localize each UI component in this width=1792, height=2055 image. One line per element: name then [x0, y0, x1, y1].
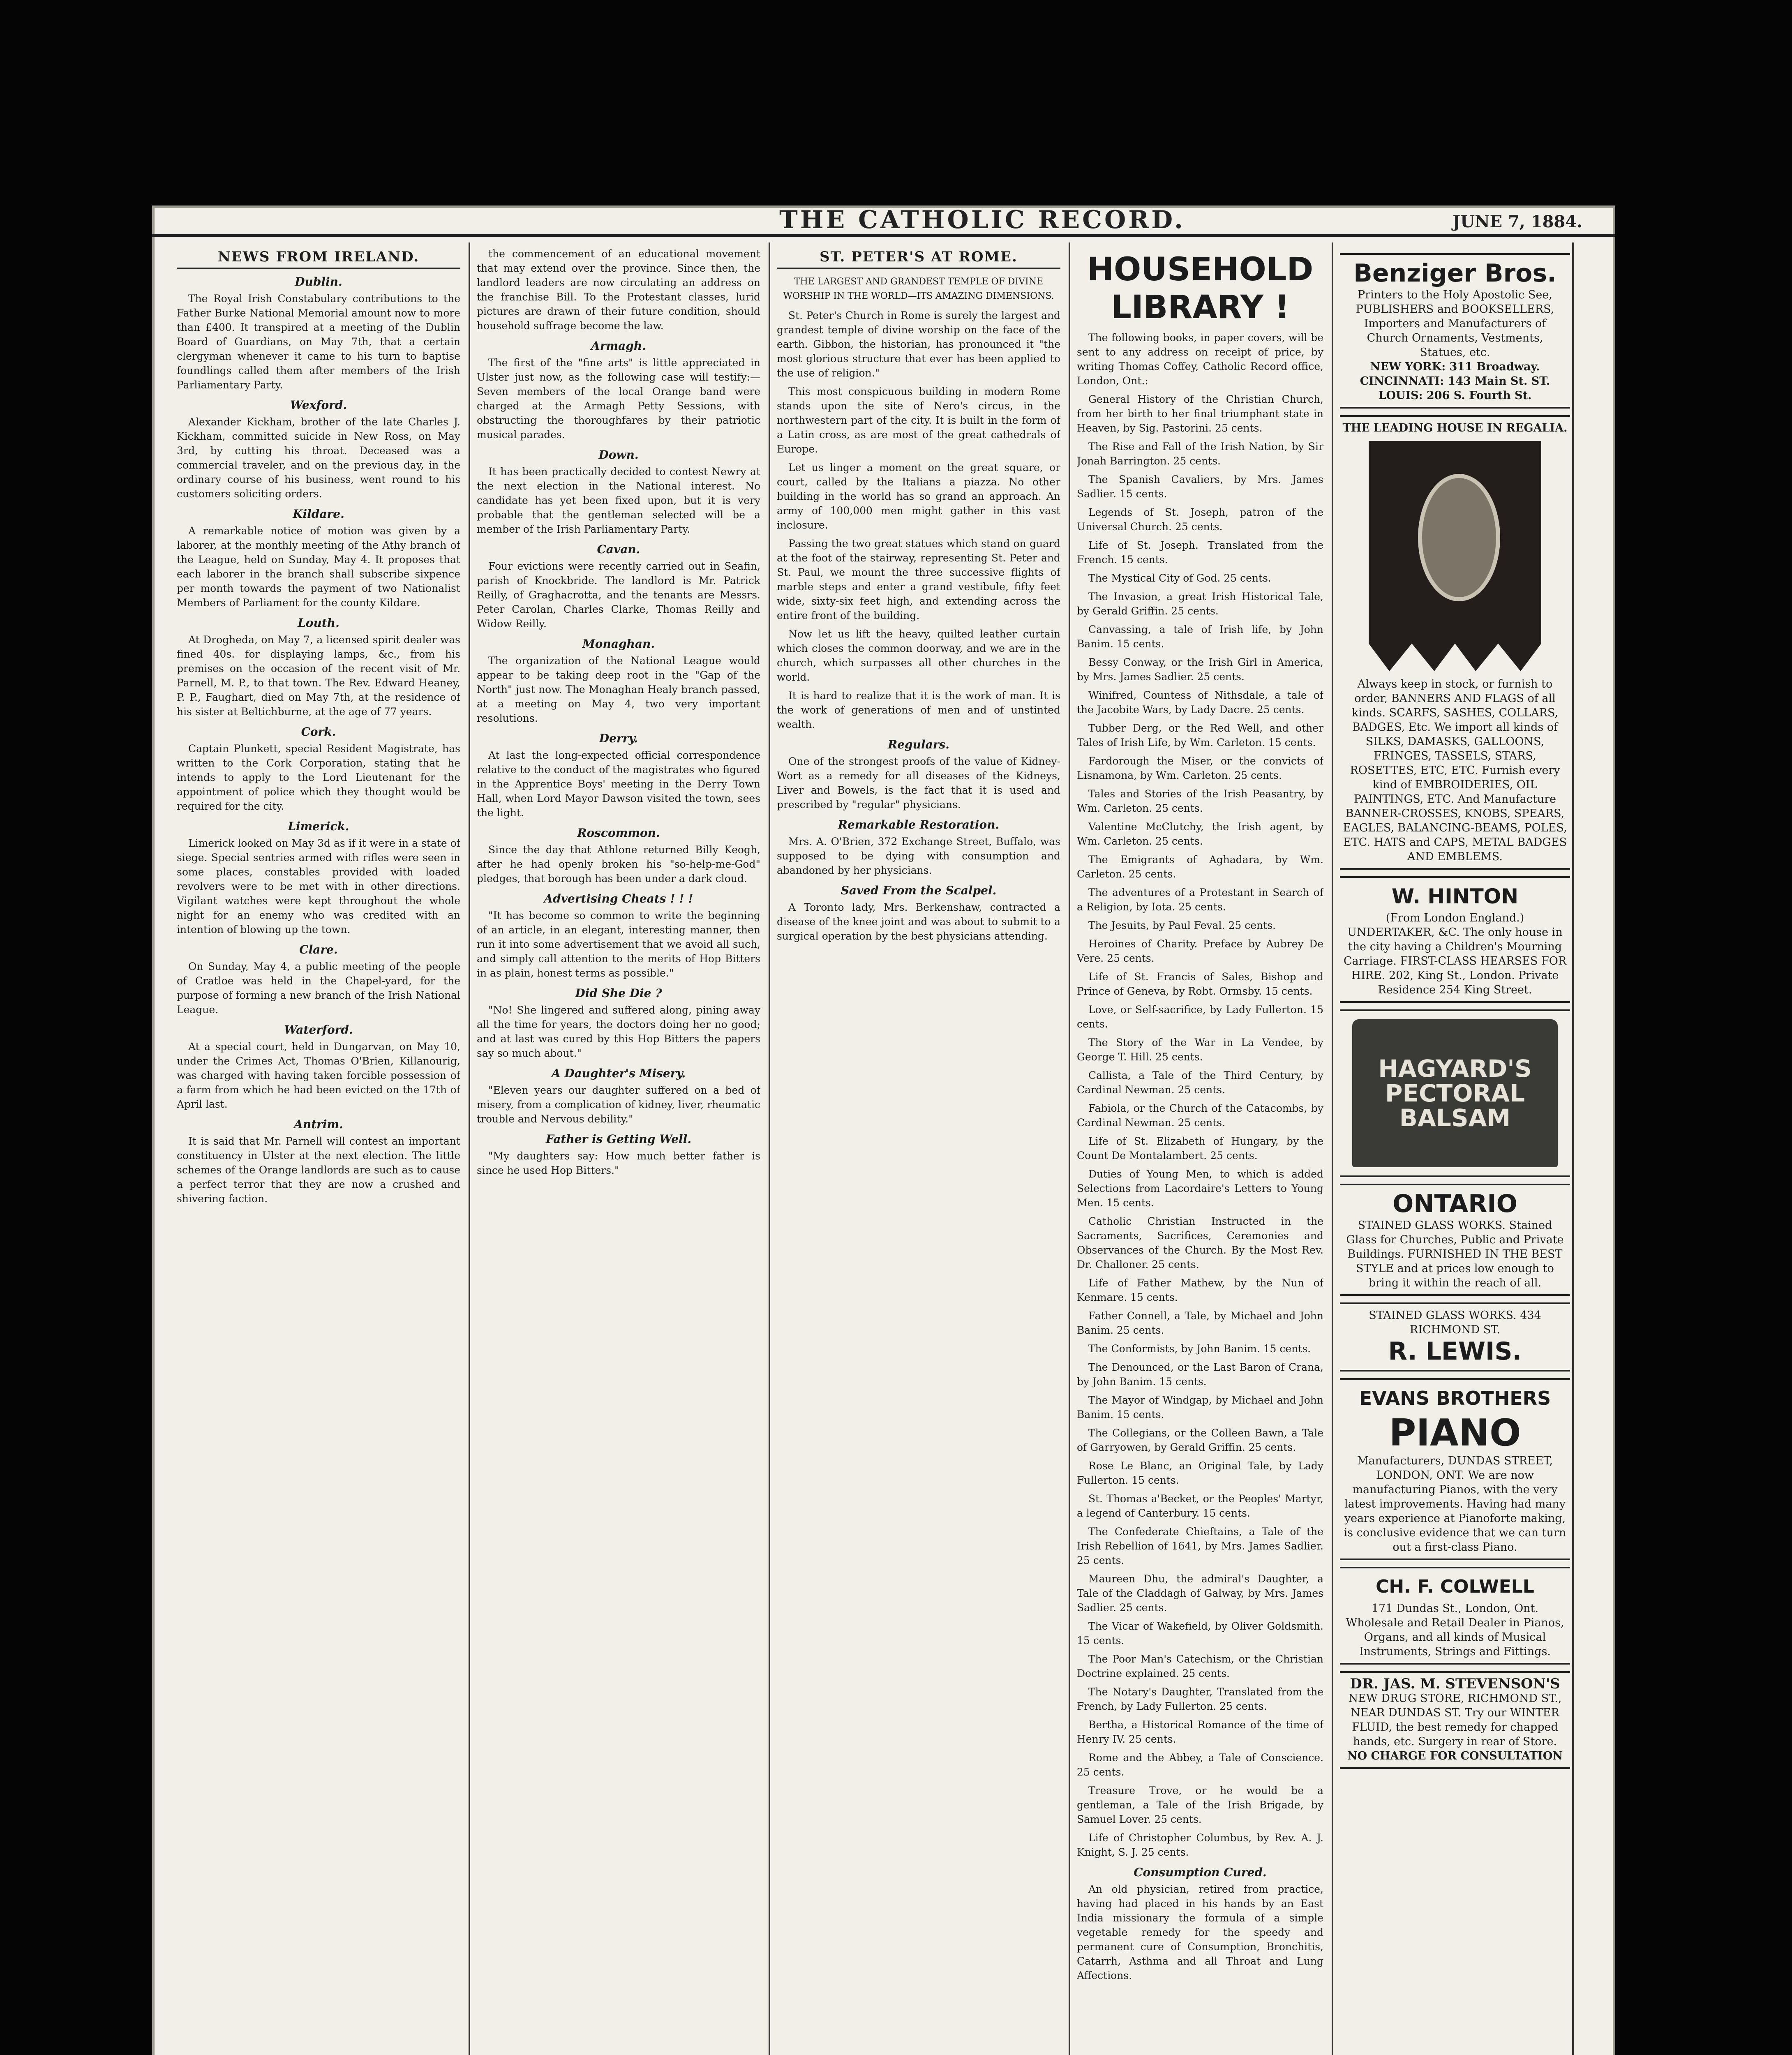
benziger-name: Benziger Bros. [1353, 259, 1556, 288]
paragraph: The Denounced, or the Last Baron of Crana, by John Banim. 15 cents. [1077, 1361, 1323, 1388]
place-heading: Armagh. [591, 339, 646, 353]
paragraph: Callista, a Tale of the Third Century, by Cardinal Newman. 25 cents. [1077, 1069, 1323, 1096]
colwell-ad [1340, 1567, 1570, 1665]
paragraph: Fabiola, or the Church of the Catacombs, by Cardinal Newman. 25 cents. [1077, 1102, 1323, 1129]
headline-line-2: LIBRARY ! [1111, 289, 1289, 326]
paragraph: Treasure Trove, or he would be a gentleman, a Tale of the Irish Brigade, by Samuel Lover. 25 cents. [1077, 1785, 1323, 1825]
column-rule [469, 242, 470, 2055]
news-sections [477, 247, 760, 886]
news-paragraph: The Royal Irish Constabulary contributions to the Father Burke National Memorial amount now to more than £400. It transpired at a meeting of the Dublin Board of Guardians, on May 7th, that a certain clergyman whenever it came to his turn to baptise foundlings called them after members of the Irish Parliamentary Party. [177, 293, 460, 391]
place-heading: Roscommon. [577, 826, 660, 840]
ontario-text: STAINED GLASS WORKS. Stained Glass for Churches, Public and Private Buildings. FURNISHED IN THE BEST STYLE and at prices low enough to bring it within the reach of all. [1346, 1219, 1564, 1289]
paragraph: St. Thomas a'Becket, or the Peoples' Martyr, a legend of Canterbury. 15 cents. [1077, 1493, 1323, 1519]
hinton-text: (From London England.) UNDERTAKER, &C. The only house in the city having a Children's Mourning Carriage. FIRST-CLASS HEARSES FOR HIRE. 202, King St., London. Private Residence 254 King Street. [1343, 912, 1567, 996]
paragraph: Life of St. Joseph. Translated from the French. 15 cents. [1077, 539, 1323, 566]
paragraph: St. Peter's Church in Rome is surely the largest and grandest temple of divine worship on the face of the earth. Gibbon, the historian, has pronounced it "the most glorious structure that ever has been applied to the use of religion." [777, 309, 1060, 379]
column-ireland-continued [477, 247, 760, 2055]
newspaper-page [152, 206, 1615, 2055]
news-paragraph: Alexander Kickham, brother of the late Charles J. Kickham, committed suicide in New Ross, on May 3rd, by cutting his throat. Deceased was a commercial traveler, and on the previous day, in the ordinary course of his business, went round to his customers soliciting orders. [177, 416, 460, 500]
paragraph: Life of St. Francis of Sales, Bishop and Prince of Geneva, by Robt. Ormsby. 15 cents. [1077, 971, 1323, 997]
paragraph: Valentine McClutchy, the Irish agent, by Wm. Carleton. 25 cents. [1077, 821, 1323, 847]
evans-text: Manufacturers, DUNDAS STREET, LONDON, ONT. We are now manufacturing Pianos, with the very latest improvements. Having had many years experience at Pianoforte making, is conclusive evidence that we can turn out a first-class Piano. [1344, 1455, 1566, 1554]
place-heading: Clare. [299, 943, 338, 956]
masthead [152, 206, 1615, 237]
evans-name: EVANS BROTHERS [1359, 1387, 1551, 1409]
ad-title: A Daughter's Misery. [551, 1067, 686, 1080]
paragraph: The Rise and Fall of the Irish Nation, by Sir Jonah Barrington. 25 cents. [1077, 441, 1323, 467]
paragraph: The Story of the War in La Vendee, by George T. Hill. 25 cents. [1077, 1037, 1323, 1063]
paragraph: The Notary's Daughter, Translated from the French, by Lady Fullerton. 25 cents. [1077, 1686, 1323, 1712]
paragraph: Tubber Derg, or the Red Well, and other Tales of Irish Life, by Wm. Carleton. 15 cents. [1077, 722, 1323, 748]
paragraph: Rose Le Blanc, an Original Tale, by Lady Fullerton. 15 cents. [1077, 1460, 1323, 1486]
paragraph: Passing the two great statues which stand on guard at the foot of the stairway, representing St. Peter and St. Paul, we mount the three successive flights of marble steps and enter a grand vestibule, fifty feet wide, sixty-six feet high, and extending across the entire front of the building. [777, 538, 1060, 621]
lewis-ad [1340, 1302, 1570, 1372]
regalia-title: THE LEADING HOUSE IN REGALIA. [1342, 422, 1568, 434]
article-body [777, 308, 1060, 732]
ad-title: Did She Die ? [575, 986, 662, 1000]
consultation-note: NO CHARGE FOR CONSULTATION [1347, 1750, 1563, 1762]
regalia-ad [1340, 415, 1570, 870]
news-paragraph: A remarkable notice of motion was given by a laborer, at the monthly meeting of the Athy branch of the League, held on Sunday, May 4. It proposes that each laborer in the branch shall subscribe sixpence per month towards the payment of two Nationalist Members of Parliament for the county Kildare. [177, 525, 460, 609]
ad-title: Father is Getting Well. [545, 1132, 692, 1146]
paragraph: The adventures of a Protestant in Search of a Religion, by Iota. 25 cents. [1077, 887, 1323, 913]
balsam-line-3: BALSAM [1399, 1104, 1511, 1132]
news-paragraph: At Drogheda, on May 7, a licensed spirit dealer was fined 40s. for displaying lamps, &c., from his premises on the occasion of the recent visit of Mr. Parnell, M. P., to that town. The Rev. Edward Heaney, P. P., Faughart, died on May 7th, at the residence of his sister at Beltichburne, at the age of 77 years. [177, 634, 460, 718]
paragraph: The Collegians, or the Colleen Bawn, a Tale of Garryowen, by Gerald Griffin. 25 cents. [1077, 1427, 1323, 1453]
place-heading: Kildare. [293, 507, 344, 521]
paragraph: General History of the Christian Church, from her birth to her final triumphant state in Heaven, by Sig. Pastorini. 25 cents. [1077, 393, 1323, 434]
paragraph: Catholic Christian Instructed in the Sacraments, Sacrifices, Ceremonies and Observances of the Church. By the Most Rev. Dr. Challoner. 25 cents. [1077, 1215, 1323, 1270]
ad-text: "No! She lingered and suffered along, pining away all the time for years, the doctors doing her no good; and at last was cured by this Hop Bitters the papers say so much about." [477, 1004, 760, 1059]
notice-title: Regulars. [887, 738, 950, 751]
benziger-cities: NEW YORK: 311 Broadway. CINCINNATI: 143 Main St. ST. LOUIS: 206 S. Fourth St. [1360, 360, 1550, 402]
colwell-name: CH. F. COLWELL [1376, 1576, 1534, 1597]
paragraph: Life of St. Elizabeth of Hungary, by the Count De Montalambert. 25 cents. [1077, 1135, 1323, 1161]
paragraph: Maureen Dhu, the admiral's Daughter, a Tale of the Claddagh of Galway, by Mrs. James Sadlier. 25 cents. [1077, 1573, 1323, 1614]
paragraph: The Spanish Cavaliers, by Mrs. James Sadlier. 15 cents. [1077, 473, 1323, 500]
column-st-peters [777, 247, 1060, 2055]
balsam-line-1: HAGYARD'S [1378, 1055, 1532, 1083]
paragraph: Let us linger a moment on the great square, or court, called by the Italians a piazza. No other building in the world has so grand an approach. An army of 100,000 men might gather in this vast inclosure. [777, 462, 1060, 531]
hinton-name: W. HINTON [1391, 884, 1519, 908]
place-heading: Derry. [599, 732, 638, 745]
issue-date: JUNE 7, 1884. [1453, 212, 1582, 231]
paragraph: The Mystical City of God. 25 cents. [1088, 572, 1271, 584]
ontario-glass-ad [1340, 1184, 1570, 1296]
evans-piano-ad [1340, 1378, 1570, 1560]
column-rule [769, 242, 770, 2055]
notice-title: Saved From the Scalpel. [841, 884, 997, 897]
place-heading: Cavan. [597, 543, 640, 556]
paragraph: The Confederate Chieftains, a Tale of the Irish Rebellion of 1641, by Mrs. James Sadlier. 25 cents. [1077, 1526, 1323, 1566]
news-paragraph: On Sunday, May 4, a public meeting of the people of Cratloe was held in the Chapel-yard, for the purpose of forming a new branch of the Irish National League. [177, 961, 460, 1016]
news-paragraph: The first of the "fine arts" is little appreciated in Ulster just now, as the following case will testify:—Seven members of the local Orange band were charged at the Armagh Petty Sessions, with obstructing the thoroughfares by their patriotic musical parades. [477, 357, 760, 441]
stevenson-name: DR. JAS. M. STEVENSON'S [1350, 1676, 1560, 1692]
paragraph: This most conspicuous building in modern Rome stands upon the site of Nero's circus, in the northwestern part of the city. It is built in the form of a Latin cross, as are most of the great cathedrals of Europe. [777, 386, 1060, 455]
news-paragraph: It is said that Mr. Parnell will contest an important constituency in Ulster at the next election. The little schemes of the Orange landlords are such as to cause a perfect terror that they are now a crushed and shivering faction. [177, 1135, 460, 1205]
news-sections [177, 275, 460, 1206]
notice-text: A Toronto lady, Mrs. Berkenshaw, contracted a disease of the knee joint and was about to submit to a surgical operation by the best physicians attending. [777, 901, 1060, 942]
news-paragraph: Captain Plunkett, special Resident Magistrate, has written to the Cork Corporation, stating that he intends to apply to the Lord Lieutenant for the appointment of police which they thought would be required for the city. [177, 743, 460, 812]
ad-text: "My daughters say: How much better father is since he used Hop Bitters." [477, 1150, 760, 1176]
paragraph: The Vicar of Wakefield, by Oliver Goldsmith. 15 cents. [1077, 1620, 1323, 1646]
stevenson-ad [1340, 1671, 1570, 1769]
column-news-from-ireland [177, 247, 460, 2055]
paragraph: Bessy Conway, or the Irish Girl in America, by Mrs. James Sadlier. 25 cents. [1077, 656, 1323, 683]
paragraph: It is hard to realize that it is the work of man. It is the work of generations of men and of unstinted wealth. [777, 690, 1060, 730]
lewis-text: STAINED GLASS WORKS. 434 RICHMOND ST. [1369, 1309, 1541, 1336]
banner-medallion [1418, 474, 1500, 601]
paragraph: Now let us lift the heavy, quilted leather curtain which closes the common doorway, and we are in the church, which surpasses all other churches in the world. [777, 628, 1060, 683]
paragraph: Life of Christopher Columbus, by Rev. A. J. Knight, S. J. 25 cents. [1077, 1832, 1323, 1858]
ad-text: "It has become so common to write the beginning of an article, in an elegant, interesting manner, then run it into some advertisement that we avoid all such, and simply call attention to the merits of Hop Bitters in as plain, honest terms as possible." [477, 910, 760, 979]
paragraph: Life of Father Mathew, by the Nun of Kenmare. 15 cents. [1077, 1277, 1323, 1303]
column-advertisements [1340, 247, 1570, 2055]
news-paragraph: Limerick looked on May 3d as if it were in a state of siege. Special sentries armed with rifles were seen in some places, constables provided with loaded revolvers were to be met with in other directions. Vigilant watches were kept throughout the whole night for an enemy who was credited with an intention of blowing up the town. [177, 837, 460, 935]
place-heading: Louth. [298, 616, 339, 630]
paragraph: Father Connell, a Tale, by Michael and John Banim. 25 cents. [1077, 1310, 1323, 1336]
regalia-text: Always keep in stock, or furnish to order, BANNERS AND FLAGS of all kinds. SCARFS, SASHES, COLLARS, BADGES, Etc. We import all kinds of SILKS, DAMASKS, GALLOONS, FRINGES, TASSELS, STARS, ROSETTES, ETC, ETC. Furnish every kind of EMBROIDERIES, OIL PAINTINGS, ETC. And Manufacture BANNER-CROSSES, KNOBS, SPEARS, EAGLES, BALANCING-BEAMS, POLES, ETC. HATS and CAPS, METAL BADGES AND EMBLEMS. [1343, 678, 1567, 863]
article-subheading: THE LARGEST AND GRANDEST TEMPLE OF DIVINE WORSHIP IN THE WORLD—ITS AMAZING DIMENSIONS. [783, 277, 1054, 301]
evans-piano: PIANO [1389, 1411, 1521, 1455]
library-headline [1077, 251, 1323, 326]
book-list [1077, 392, 1323, 1859]
news-paragraph: It has been practically decided to contest Newry at the next election in the National interest. No candidate has yet been fixed upon, but it is very probable that the gentleman selected will be a member of the Irish Parliamentary Party. [477, 466, 760, 535]
column-household-library [1077, 247, 1323, 2055]
paragraph: Fardorough the Miser, or the convicts of Lisnamona, by Wm. Carleton. 25 cents. [1077, 755, 1323, 781]
paragraph: The Emigrants of Aghadara, by Wm. Carleton. 25 cents. [1077, 854, 1323, 880]
news-paragraph: Since the day that Athlone returned Billy Keogh, after he had openly broken his "so-help-me-God" pledges, that borough has been under a dark cloud. [477, 844, 760, 884]
paragraph: Tales and Stories of the Irish Peasantry, by Wm. Carleton. 25 cents. [1077, 788, 1323, 814]
paragraph: Duties of Young Men, to which is added Selections from Lacordaire's Letters to Young Men. 15 cents. [1077, 1168, 1323, 1209]
headline-line-1: HOUSEHOLD [1087, 251, 1314, 288]
paragraph: The Conformists, by John Banim. 15 cents. [1088, 1343, 1311, 1355]
column-rule [1332, 242, 1333, 2055]
balsam-bottle-illustration [1352, 1019, 1558, 1167]
lewis-name: R. LEWIS. [1388, 1337, 1522, 1366]
ontario-name: ONTARIO [1392, 1189, 1517, 1218]
news-paragraph: the commencement of an educational movement that may extend over the province. Since then, the landlord leaders are now circulating an address on the franchise Bill. To the Protestant classes, lurid pictures are drawn of their future condition, should household suffrage become the law. [477, 248, 760, 332]
benziger-subtext: Printers to the Holy Apostolic See, PUBLISHERS and BOOKSELLERS, Importers and Manufacturers of Church Ornaments, Vestments, Statues, etc. [1356, 289, 1554, 359]
paragraph: The Invasion, a great Irish Historical Tale, by Gerald Griffin. 25 cents. [1077, 591, 1323, 617]
ad-text: "Eleven years our daughter suffered on a bed of misery, from a complication of kidney, liver, rheumatic trouble and Nervous debility." [477, 1084, 760, 1125]
notice-title: Remarkable Restoration. [838, 818, 1000, 831]
column-rule [1572, 242, 1574, 2055]
paragraph: The Mayor of Windgap, by Michael and John Banim. 15 cents. [1077, 1394, 1323, 1420]
article-heading: ST. PETER'S AT ROME. [777, 250, 1060, 269]
notice-text: Mrs. A. O'Brien, 372 Exchange Street, Buffalo, was supposed to be dying with consumption and abandoned by her physicians. [777, 836, 1060, 876]
colwell-text: 171 Dundas St., London, Ont. Wholesale and Retail Dealer in Pianos, Organs, and all kinds of Musical Instruments, Strings and Fittings. [1346, 1602, 1564, 1658]
news-paragraph: The organization of the National League would appear to be taking deep root in the "Gap of the North" just now. The Monaghan Healy branch passed, at a meeting on May 4, two very important resolutions. [477, 655, 760, 724]
place-heading: Dublin. [295, 275, 342, 289]
place-heading: Limerick. [288, 820, 349, 833]
place-heading: Monaghan. [582, 637, 655, 651]
paragraph: Canvassing, a tale of Irish life, by John Banim. 15 cents. [1077, 623, 1323, 650]
place-heading: Cork. [301, 725, 336, 739]
paragraph: The Jesuits, by Paul Feval. 25 cents. [1088, 919, 1276, 931]
paragraph: Rome and the Abbey, a Tale of Conscience. 25 cents. [1077, 1752, 1323, 1778]
paragraph: Legends of St. Joseph, patron of the Universal Church. 25 cents. [1077, 506, 1323, 533]
news-paragraph: At a special court, held in Dungarvan, on May 10, under the Crimes Act, Thomas O'Brien, Killanourig, was charged with having taken forcible possession of a farm from which he had been evicted on the 17th of April last. [177, 1041, 460, 1110]
place-heading: Antrim. [294, 1118, 343, 1131]
place-heading: Wexford. [290, 398, 347, 412]
place-heading: Waterford. [284, 1023, 353, 1037]
notice-text: One of the strongest proofs of the value of Kidney-Wort as a remedy for all diseases of the Kidneys, Liver and Bowels, is the fact that it is used and prescribed by "regular" physicians. [777, 755, 1060, 810]
balsam-line-2: PECTORAL [1385, 1079, 1525, 1107]
news-paragraph: Four evictions were recently carried out in Seafin, parish of Knockbride. The landlord is Mr. Patrick Reilly, of Graghacrotta, and the tenants are Messrs. Peter Carolan, Charles Clarke, Thomas Reilly and Widow Reilly. [477, 560, 760, 630]
notice-title: Consumption Cured. [1134, 1866, 1267, 1879]
benziger-ad [1340, 253, 1570, 409]
library-intro: The following books, in paper covers, will be sent to any address on receipt of price, by writing Thomas Coffey, Catholic Record office, London, Ont.: [1077, 332, 1323, 387]
paragraph: The Poor Man's Catechism, or the Christian Doctrine explained. 25 cents. [1077, 1653, 1323, 1679]
section-heading: NEWS FROM IRELAND. [177, 250, 460, 269]
newspaper-title: THE CATHOLIC RECORD. [779, 206, 1185, 234]
hinton-ad [1340, 876, 1570, 1003]
notice-text: An old physician, retired from practice, having had placed in his hands by an East India missionary the formula of a simple vegetable remedy for the speedy and permanent cure of Consumption, Bronchitis, Catarrh, Asthma and all Throat and Lung Affections. [1077, 1883, 1323, 1981]
column-rule [1069, 242, 1070, 2055]
news-paragraph: At last the long-expected official correspondence relative to the conduct of the magistrates who figured in the Apprentice Boys' meeting in the Derry Town Hall, when Lord Mayor Dawson visited the town, sees the light. [477, 749, 760, 819]
regalia-banner-illustration [1369, 441, 1541, 671]
paragraph: Winifred, Countess of Nithsdale, a tale of the Jacobite Wars, by Lady Dacre. 25 cents. [1077, 689, 1323, 716]
balsam-ad [1340, 1009, 1570, 1177]
paragraph: Heroines of Charity. Preface by Aubrey De Vere. 25 cents. [1077, 938, 1323, 964]
paragraph: Love, or Self-sacrifice, by Lady Fullerton. 15 cents. [1077, 1004, 1323, 1030]
ad-title: Advertising Cheats ! ! ! [544, 892, 693, 905]
place-heading: Down. [598, 448, 639, 462]
stevenson-text: NEW DRUG STORE, RICHMOND ST., NEAR DUNDAS ST. Try our WINTER FLUID, the best remedy for chapped hands, etc. Surgery in rear of Store. [1348, 1692, 1562, 1748]
paragraph: Bertha, a Historical Romance of the time of Henry IV. 25 cents. [1077, 1719, 1323, 1745]
